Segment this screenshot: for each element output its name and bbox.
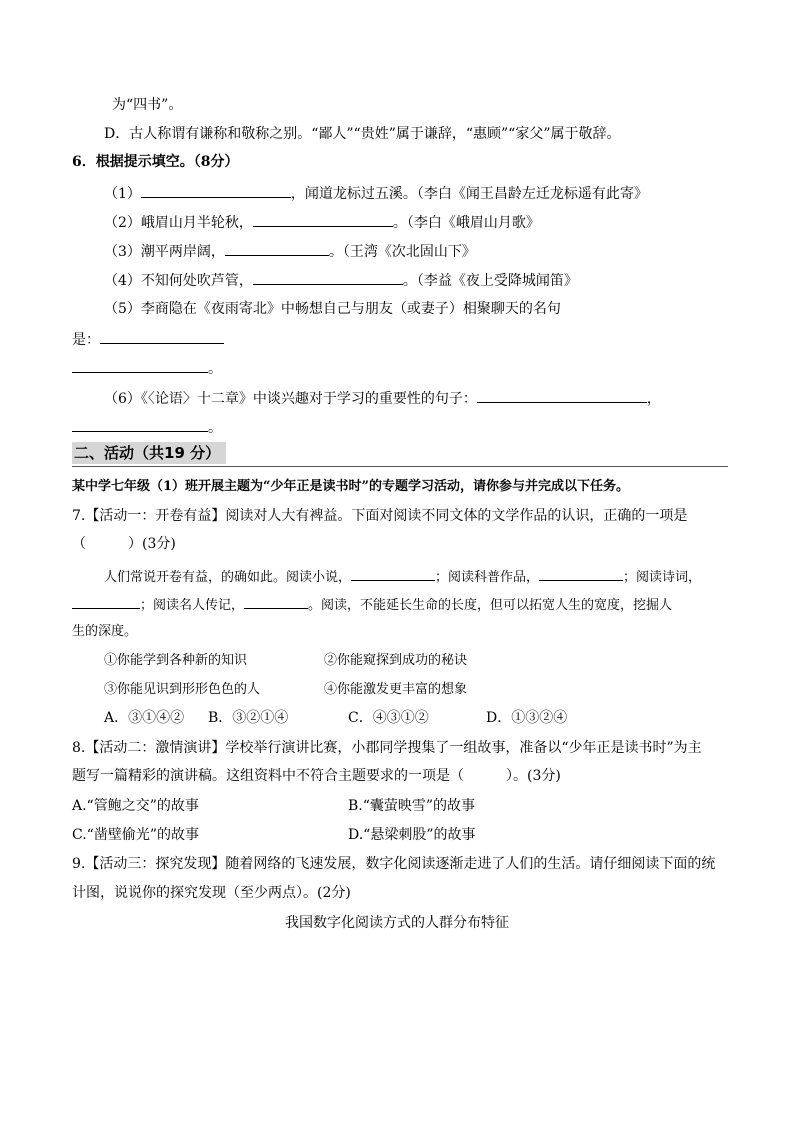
q6-line-6-text: （6）《〈论语〉十二章》中谈兴趣对于学习的重要性的句子： bbox=[104, 391, 477, 407]
q6-title: 6．根据提示填空。（8分） bbox=[72, 154, 239, 170]
q7-option-a[interactable]: A．③①④② bbox=[104, 710, 185, 726]
q6-line-1 bbox=[104, 183, 648, 203]
q7-p1a: 人们常说开卷有益，的确如此。阅读小说， bbox=[104, 570, 352, 585]
q8-option-b[interactable]: B.“囊萤映雪”的故事 bbox=[348, 798, 476, 814]
q7-p1c: ；阅读诗词， bbox=[623, 570, 702, 585]
q9-stem-line-1: 9.【活动三：探究发现】随着网络的飞速发展，数字化阅读逐渐走进了人们的生活。请仔细阅读下面的统 bbox=[72, 856, 716, 872]
q5-continuation: 为“四书”。 bbox=[112, 97, 183, 113]
q7-stem: 7.【活动一：开卷有益】阅读对人大有裨益。下面对阅读不同文体的文学作品的认识，正确的一项是 bbox=[72, 508, 688, 524]
q8-option-c[interactable]: C.“凿壁偷光”的故事 bbox=[72, 827, 199, 843]
q8-option-d[interactable]: D.“悬梁刺股”的故事 bbox=[348, 827, 476, 843]
q7-item-2: ②你能窥探到成功的秘诀 bbox=[324, 653, 468, 668]
q7-item-1: ①你能学到各种新的知识 bbox=[104, 653, 248, 668]
section-2-title: 二、活动（共19 分） bbox=[72, 442, 226, 464]
q6-line-4 bbox=[104, 270, 578, 290]
q8-stem-line-2: 题写一篇精彩的演讲稿。这组资料中不符合主题要求的一项是（ ）。(3分) bbox=[72, 768, 561, 784]
q9-stem-line-2: 计图，说说你的探究发现（至少两点）。(2分) bbox=[72, 885, 351, 901]
q6-line-1-num: （1） bbox=[104, 186, 141, 202]
q6-line-5-period: 。 bbox=[208, 361, 222, 377]
q6-line-2-text: （2）峨眉山月半轮秋， bbox=[104, 215, 253, 231]
q7-passage-line-1 bbox=[104, 566, 701, 587]
q7-p2a: ；阅读名人传记， bbox=[140, 598, 245, 613]
q6-blank-2[interactable] bbox=[253, 212, 393, 227]
q6-line-3-end: 。（王湾《次北固山下》 bbox=[328, 244, 476, 260]
q5-option-d: D．古人称谓有谦称和敬称之别。“鄙人”“贵姓”属于谦辞，“惠顾”“家父”属于敬辞。 bbox=[104, 126, 621, 142]
q7-p2b: 。阅读，不能延长生命的长度，但可以拓宽人生的宽度，挖掘人 bbox=[308, 598, 673, 613]
q7-option-c[interactable]: C．④③①② bbox=[348, 710, 429, 726]
q6-blank-5b[interactable] bbox=[72, 358, 208, 373]
q6-line-3 bbox=[104, 241, 476, 261]
q6-line-1-text: ，闻道龙标过五溪。（李白《闻王昌龄左迁龙标遥有此寄》 bbox=[290, 186, 648, 202]
section-2-intro: 某中学七年级（1）班开展主题为“少年正是读书时”的专题学习活动，请你参与并完成以下任务。 bbox=[72, 479, 630, 494]
q6-blank-1[interactable] bbox=[141, 183, 291, 198]
q9-chart-title: 我国数字化阅读方式的人群分布特征 bbox=[285, 915, 509, 931]
q7-blank-1[interactable] bbox=[351, 566, 435, 581]
q6-line-6 bbox=[104, 388, 661, 408]
q7-blank-3[interactable] bbox=[72, 594, 140, 609]
q6-line-5: （5）李商隐在《夜雨寄北》中畅想自己与朋友（或妻子）相聚聊天的名句 bbox=[104, 301, 561, 317]
q7-passage-line-3: 生的深度。 bbox=[72, 624, 138, 639]
q6-line-6b bbox=[72, 417, 222, 437]
q6-line-2 bbox=[104, 212, 540, 232]
q6-line-2-end: 。（李白《峨眉山月歌》 bbox=[392, 215, 540, 231]
section-2-header bbox=[72, 440, 728, 467]
q6-line-4-text: （4）不知何处吹芦管， bbox=[104, 273, 253, 289]
q7-paren: （ ）(3分) bbox=[72, 536, 176, 552]
q8-stem-line-1: 8.【活动二：激情演讲】学校举行演讲比赛，小郡同学搜集了一组故事，准备以“少年正是读书时”为主 bbox=[72, 740, 702, 756]
q7-item-4: ④你能激发更丰富的想象 bbox=[324, 682, 468, 697]
q6-line-4-end: 。（李益《夜上受降城闻笛》 bbox=[402, 273, 578, 289]
q6-line-6-comma: ， bbox=[646, 391, 661, 407]
q6-line-5c bbox=[72, 358, 222, 378]
q6-line-5-shi: 是： bbox=[72, 332, 100, 348]
q7-passage-line-2 bbox=[72, 594, 672, 615]
q7-blank-4[interactable] bbox=[244, 594, 308, 609]
q6-blank-4[interactable] bbox=[253, 270, 403, 285]
q7-option-d[interactable]: D．①③②④ bbox=[486, 710, 568, 726]
q6-line-5b bbox=[72, 329, 224, 349]
q7-blank-2[interactable] bbox=[539, 566, 623, 581]
q6-line-3-text: （3）潮平两岸阔， bbox=[104, 244, 225, 260]
q7-option-b[interactable]: B．③②①④ bbox=[208, 710, 289, 726]
q6-blank-6b[interactable] bbox=[72, 417, 208, 432]
q7-p1b: ；阅读科普作品， bbox=[435, 570, 540, 585]
q6-blank-3[interactable] bbox=[225, 241, 329, 256]
q6-blank-5a[interactable] bbox=[100, 329, 224, 344]
q6-line-6-period: 。 bbox=[208, 420, 222, 436]
q6-blank-6a[interactable] bbox=[477, 388, 647, 403]
q8-option-a[interactable]: A.“管鲍之交”的故事 bbox=[72, 798, 199, 814]
q7-item-3: ③你能见识到形形色色的人 bbox=[104, 682, 261, 697]
